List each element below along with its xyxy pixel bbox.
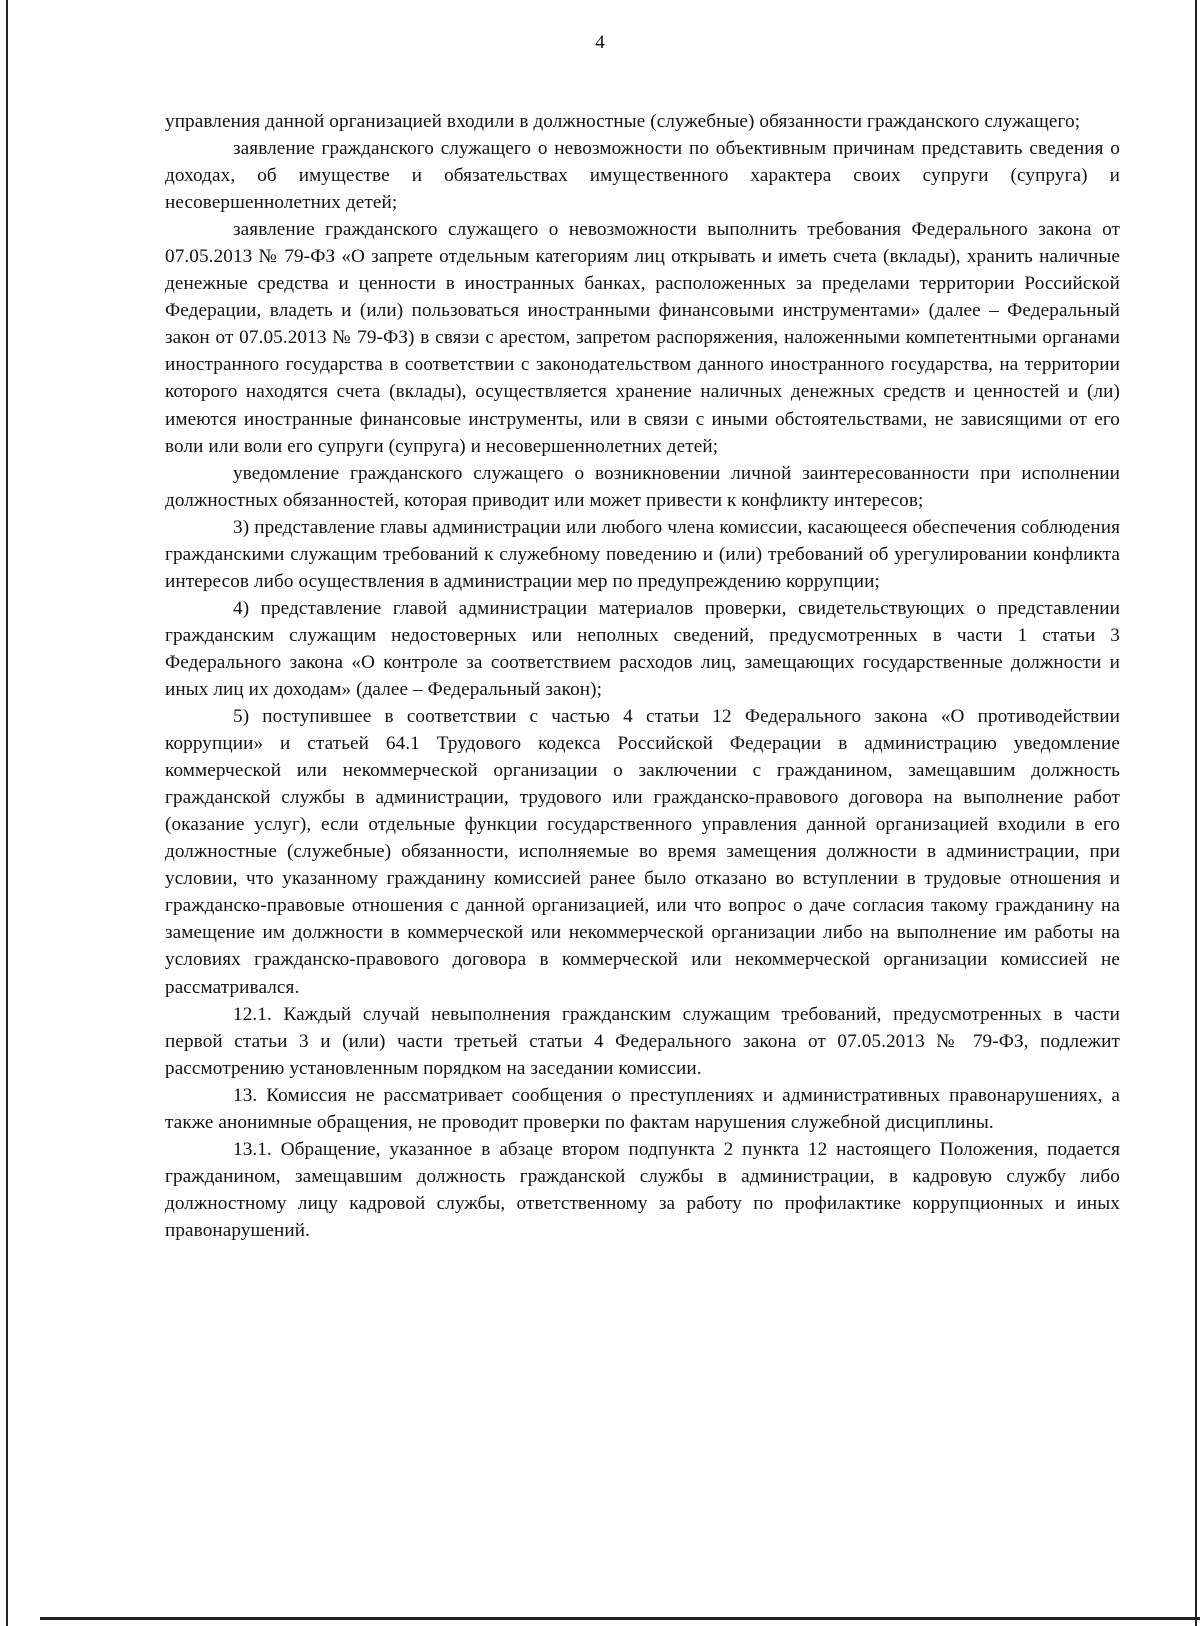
paragraph-13-1: 13.1. Обращение, указанное в абзаце втором подпункта 2 пункта 12 настоящего Положения, подается гражданином, замещавшим должность гражданской службы в администрации, в кадровую службу либо должностному лицу кадровой службы, ответственному за работу по профилактике коррупционных и иных правонарушений. (165, 1138, 1120, 1241)
scan-edge-right (1195, 0, 1197, 1626)
paragraph-item-5: 5) поступившее в соответствии с частью 4 статьи 12 Федерального закона «О противодействии коррупции» и статьей 64.1 Трудового кодекса Российской Федерации в администрацию уведомление коммерческой или некоммерческой организации о заключении с гражданином, замещавшим должность гражданской службы в администрации, трудового или гражданско-правового договора на выполнение работ (оказание услуг), если отдельные функции государственного управления данной организацией входили в его должностные (служебные) обязанности, исполняемые во время замещения должности в администрации, при условии, что указанному гражданину комиссией ранее было отказано во вступлении в трудовые отношения и гражданско-правовые отношения с данной организацией, или что вопрос о даче согласия такому гражданину на замещение им должности в коммерческой или некоммерческой организации либо на выполнение им работы на условиях гражданско-правового договора в коммерческой или некоммерческой организации комиссией не рассматривался. (165, 706, 1120, 998)
paragraph-statement-income: заявление гражданского служащего о невозможности по объективным причинам представить сведения о доходах, об имуществе и обязательствах имущественного характера своих супруги (супруга) и несовершеннолетних детей; (165, 138, 1120, 214)
page-number: 4 (595, 32, 605, 53)
paragraph-12-1: 12.1. Каждый случай невыполнения гражданским служащим требований, предусмотренных в части первой статьи 3 и (или) части третьей статьи 4 Федерального закона от 07.05.2013 № 79-ФЗ, подлежит рассмотрению установленным порядком на заседании комиссии. (165, 1003, 1120, 1079)
paragraph-notice-conflict: уведомление гражданского служащего о возникновении личной заинтересованности при исполнении должностных обязанностей, которая приводит или может привести к конфликту интересов; (165, 462, 1120, 511)
paragraph-continuation: управления данной организацией входили в должностные (служебные) обязанности гражданского служащего; (165, 111, 1081, 132)
paragraph-13: 13. Комиссия не рассматривает сообщения о преступлениях и административных правонарушениях, а также анонимные обращения, не проводит проверки по фактам нарушения служебной дисциплины. (165, 1084, 1120, 1133)
paragraph-item-4: 4) представление главой администрации материалов проверки, свидетельствующих о представлении гражданским служащим недостоверных или неполных сведений, предусмотренных в части 1 статьи 3 Федерального закона «О контроле за соответствием расходов лиц, замещающих государственные должности и иных лиц их доходам» (далее – Федеральный закон); (165, 597, 1120, 700)
scan-edge-left (6, 0, 8, 1626)
scan-edge-bottom (40, 1617, 1200, 1620)
paragraph-item-3: 3) представление главы администрации или любого члена комиссии, касающееся обеспечения соблюдения гражданскими служащим требований к служебному поведению и (или) требований об урегулировании конфликта интересов либо осуществления в администрации мер по предупреждению коррупции; (165, 516, 1120, 592)
document-body (165, 108, 1120, 1244)
paragraph-statement-79fz: заявление гражданского служащего о невозможности выполнить требования Федерального закона от 07.05.2013 № 79-ФЗ «О запрете отдельным категориям лиц открывать и иметь счета (вклады), хранить наличные денежные средства и ценности в иностранных банках, расположенных за пределами территории Российской Федерации, владеть и (или) пользоваться иностранными финансовыми инструментами» (далее – Федеральный закон от 07.05.2013 № 79-ФЗ) в связи с арестом, запретом распоряжения, наложенными компетентными органами иностранного государства в соответствии с законодательством данного иностранного государства, на территории которого находятся счета (вклады), осуществляется хранение наличных денежных средств и ценностей и (ли) имеются иностранные финансовые инструменты, или в связи с иными обстоятельствами, не зависящими от его воли или воли его супруги (супруга) и несовершеннолетних детей; (165, 219, 1120, 457)
